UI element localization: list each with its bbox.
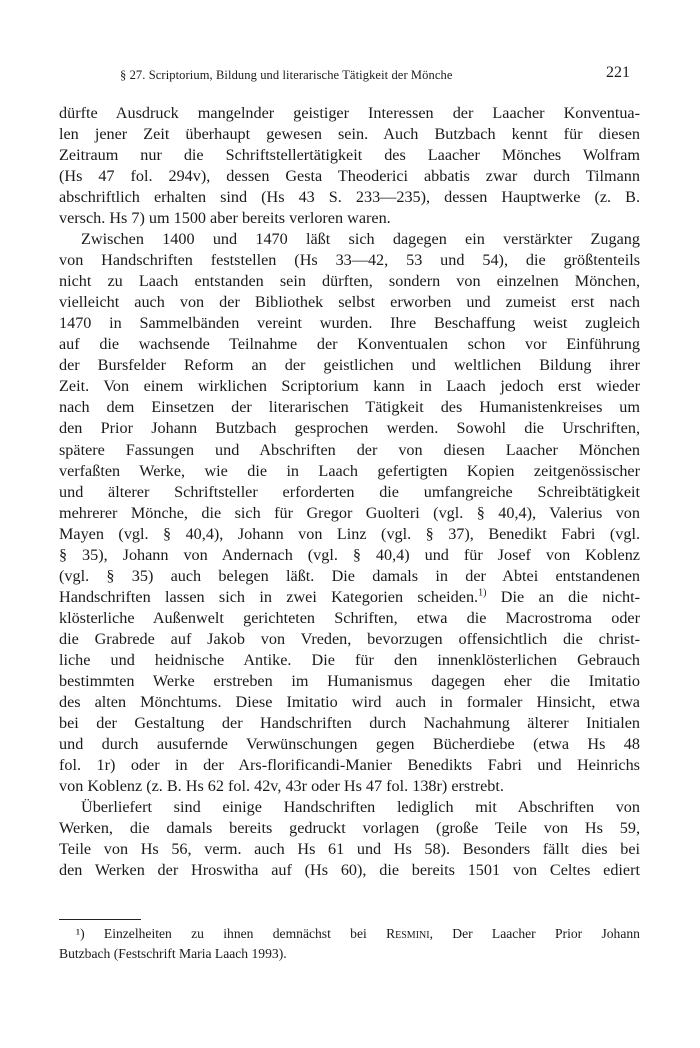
- text-line: Zeit. Von einem wirklichen Scriptorium kann in Laach jedoch erst wieder: [59, 377, 640, 396]
- text-line: abschriftlich erhalten sind (Hs 43 S. 233—235), dessen Hauptwerke (z. B.: [59, 188, 640, 207]
- body-text: [59, 103, 640, 881]
- text-line: und älterer Schriftsteller erforderten die umfangreiche Schreibtätigkeit: [59, 482, 640, 501]
- text-line: klösterliche Außenwelt gerichteten Schriften, etwa die Macrostroma oder: [59, 608, 640, 627]
- text-line: dürfte Ausdruck mangelnder geistiger Interessen der Laacher Konventua-: [59, 104, 640, 122]
- text-line: (Hs 47 fol. 294v), dessen Gesta Theoderici abbatis zwar durch Tilmann: [59, 167, 640, 186]
- text-line: versch. Hs 7) um 1500 aber bereits verloren waren.: [59, 209, 391, 228]
- text-line: Überliefert sind einige Handschriften lediglich mit Abschriften von: [81, 798, 640, 817]
- text-line: Werken, die damals bereits gedruckt vorlagen (große Teile von Hs 59,: [59, 819, 640, 838]
- text-segment: Handschriften lassen sich in zwei Kategorien scheiden.: [59, 587, 479, 606]
- text-line: spätere Fassungen und Abschriften der von diesen Laacher Mönchen: [59, 440, 640, 459]
- text-line: Zeitraum nur die Schriftstellertätigkeit des Laacher Mönches Wolfram: [59, 146, 640, 165]
- text-line: liche und heidnische Antike. Die für den innenklösterlichen Gebrauch: [59, 650, 640, 669]
- text-line: Mayen (vgl. § 40,4), Johann von Linz (vgl. § 37), Benedikt Fabri (vgl.: [59, 524, 640, 543]
- footnote-author: Resmini: [386, 926, 430, 941]
- text-line: von Handschriften feststellen (Hs 33—42, 53 und 54), die größtenteils: [59, 251, 640, 270]
- text-line: bei der Gestaltung der Handschriften durch Nachahmung älterer Initialen: [59, 713, 640, 732]
- text-line: der Bursfelder Reform an der geistlichen und weltlichen Bildung ihrer: [59, 356, 640, 375]
- text-line: den Werken der Hroswitha auf (Hs 60), die bereits 1501 von Celtes ediert: [59, 861, 640, 880]
- footnote-text: Einzelheiten zu ihnen demnächst bei: [84, 926, 387, 941]
- text-segment: Die an die nicht-: [486, 587, 640, 606]
- text-line: nach dem Einsetzen der literarischen Tätigkeit des Humanistenkreises um: [59, 398, 640, 417]
- footnote-divider: [59, 919, 141, 920]
- text-line: fol. 1r) oder in der Ars-florificandi-Manier Benedikts Fabri und Heinrichs: [59, 755, 640, 774]
- text-line: von Koblenz (z. B. Hs 62 fol. 42v, 43r oder Hs 47 fol. 138r) erstrebt.: [59, 777, 504, 795]
- footnote-reference[interactable]: 1): [478, 587, 487, 599]
- text-line: und durch ausufernde Verwünschungen gegen Bücherdiebe (etwa Hs 48: [59, 734, 640, 753]
- text-line: vielleicht auch von der Bibliothek selbst erworben und zumeist erst nach: [59, 293, 640, 312]
- text-line: len jener Zeit überhaupt gewesen sein. Auch Butzbach kennt für diesen: [59, 125, 640, 144]
- text-line: § 35), Johann von Andernach (vgl. § 40,4) und für Josef von Koblenz: [59, 545, 640, 564]
- text-line: die Grabrede auf Jakob von Vreden, bevorzugen offensichtlich die christ-: [59, 629, 640, 648]
- text-line: Zwischen 1400 und 1470 läßt sich dagegen ein verstärkter Zugang: [81, 230, 640, 249]
- text-line: den Prior Johann Butzbach gesprochen werden. Sowohl die Urschriften,: [59, 419, 640, 438]
- footnote-text: , Der Laacher Prior Johann: [429, 926, 640, 941]
- footnote-marker: ¹): [76, 926, 85, 941]
- text-line: (vgl. § 35) auch belegen läßt. Die damals in der Abtei entstandenen: [59, 566, 640, 585]
- footnotes: [59, 924, 640, 964]
- text-line: 1470 in Sammelbänden vereint wurden. Ihre Beschaffung weist zugleich: [59, 314, 640, 333]
- text-line: verfaßten Werke, wie die in Laach gefertigten Kopien zeitgenössischer: [59, 461, 640, 480]
- text-line: nicht zu Laach entstanden sein dürften, sondern von einzelnen Mönchen,: [59, 272, 640, 291]
- text-line-with-footnote-ref: [59, 587, 640, 608]
- text-line: auf die wachsende Teilnahme der Konventualen schon vor Einführung: [59, 335, 640, 354]
- text-line: bestimmten Werke erstreben im Humanismus dagegen eher die Imitatio: [59, 671, 640, 690]
- text-line: mehrerer Mönche, die sich für Gregor Guolteri (vgl. § 40,4), Valerius von: [59, 503, 640, 522]
- footnote-line: [59, 924, 640, 944]
- footnote-line: Butzbach (Festschrift Maria Laach 1993).: [59, 946, 287, 961]
- running-head: § 27. Scriptorium, Bildung und literarische Tätigkeit der Mönche: [120, 68, 453, 82]
- text-line: Teile von Hs 56, verm. auch Hs 61 und Hs 58). Besonders fällt dies bei: [59, 840, 640, 859]
- page-number: 221: [606, 64, 630, 81]
- text-line: des alten Mönchtums. Diese Imitatio wird auch in formaler Hinsicht, etwa: [59, 692, 640, 711]
